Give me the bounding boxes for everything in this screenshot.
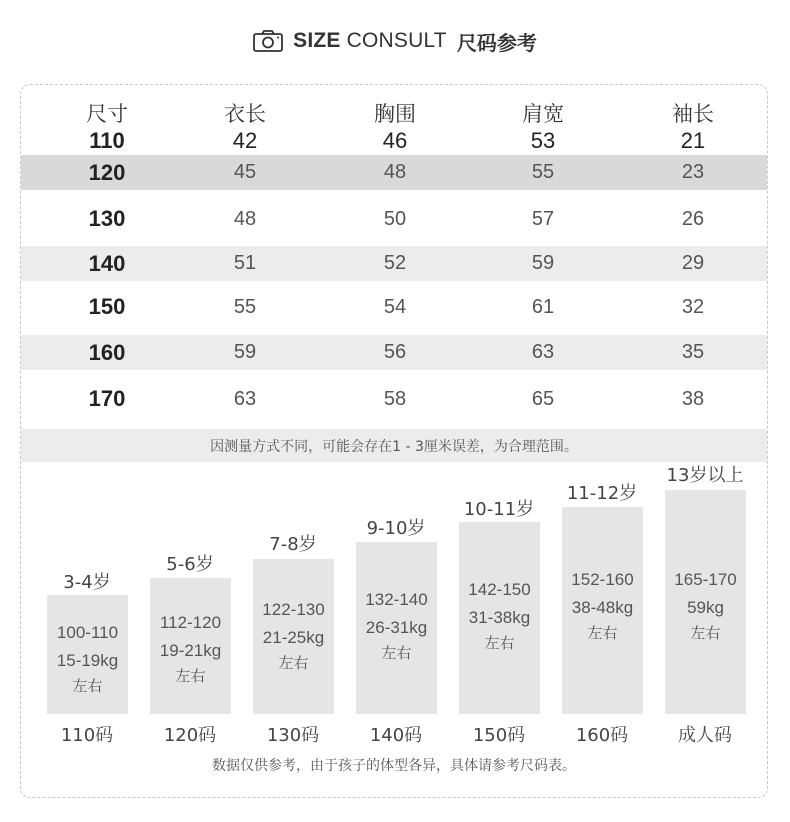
size-code: 120码 (163, 725, 217, 746)
table-row (21, 284, 767, 330)
length-cell: 63 (233, 387, 257, 410)
chest-cell: 58 (383, 387, 407, 410)
height-range: 100-110 (56, 623, 119, 642)
table-header-row (21, 97, 767, 129)
sleeve-cell: 38 (681, 387, 705, 410)
length-cell: 48 (233, 207, 257, 230)
shoulder-cell: 59 (531, 252, 555, 274)
shoulder-cell: 55 (531, 161, 555, 183)
table-row (21, 155, 767, 190)
size-cell: 110 (89, 128, 125, 153)
approx-label: 左右 (587, 625, 618, 642)
col-header-shoulder: 肩宽 (522, 102, 564, 126)
weight-range: 59kg (687, 598, 724, 617)
col-header-length: 衣长 (224, 102, 266, 126)
length-cell: 55 (233, 295, 257, 318)
age-label: 5-6岁 (166, 554, 214, 575)
sleeve-cell: 35 (681, 341, 705, 363)
title-size: SIZE (293, 29, 341, 52)
weight-range: 19-21kg (159, 641, 222, 660)
length-cell: 42 (232, 128, 258, 153)
camera-icon (253, 30, 283, 52)
sleeve-cell: 29 (681, 252, 705, 274)
size-code: 130码 (266, 725, 320, 746)
approx-label: 左右 (381, 645, 412, 662)
size-code: 150码 (472, 725, 526, 746)
height-range: 165-170 (674, 570, 737, 589)
chest-cell: 46 (382, 128, 408, 153)
weight-range: 38-48kg (571, 598, 634, 617)
length-cell: 51 (233, 252, 257, 274)
height-range: 122-130 (262, 600, 325, 619)
age-label: 9-10岁 (366, 518, 426, 539)
shoulder-cell: 57 (531, 207, 555, 230)
approx-label: 左右 (72, 678, 103, 695)
sleeve-cell: 32 (681, 295, 705, 318)
age-label: 10-11岁 (463, 499, 535, 520)
sleeve-cell: 23 (681, 161, 705, 183)
title-cn: 尺码参考 (456, 30, 537, 55)
shoulder-cell: 61 (531, 295, 555, 318)
size-cell: 130 (88, 206, 126, 231)
size-cell: 160 (88, 339, 126, 365)
age-label: 3-4岁 (63, 572, 111, 593)
table-row (21, 246, 767, 281)
size-cell: 140 (88, 250, 126, 276)
age-label: 11-12岁 (566, 483, 638, 504)
length-cell: 59 (233, 341, 257, 363)
size-code: 140码 (369, 725, 423, 746)
size-code: 110码 (60, 725, 114, 746)
height-range: 142-150 (468, 580, 531, 599)
chest-cell: 50 (383, 207, 407, 230)
weight-range: 31-38kg (468, 608, 531, 627)
approx-label: 左右 (175, 668, 206, 685)
weight-range: 21-25kg (262, 628, 325, 647)
size-code: 160码 (575, 725, 629, 746)
approx-label: 左右 (484, 635, 515, 652)
measurement-note: 因测量方式不同，可能会存在1 - 3厘米误差，为合理范围。 (21, 429, 767, 462)
approx-label: 左右 (690, 625, 721, 642)
chest-cell: 52 (383, 252, 407, 274)
height-range: 112-120 (159, 613, 222, 632)
chest-cell: 56 (383, 341, 407, 363)
size-cell: 170 (88, 386, 126, 411)
size-code: 成人码 (678, 725, 732, 746)
age-label: 7-8岁 (269, 534, 317, 555)
col-header-size: 尺寸 (86, 102, 128, 126)
sleeve-cell: 21 (680, 128, 706, 153)
height-range: 132-140 (365, 590, 428, 609)
sleeve-cell: 26 (681, 207, 705, 230)
table-row (21, 127, 767, 155)
height-range: 152-160 (571, 570, 634, 589)
age-guide (21, 462, 767, 798)
table-row (21, 376, 767, 422)
chest-cell: 48 (383, 161, 407, 183)
length-cell: 45 (233, 161, 257, 183)
approx-label: 左右 (278, 655, 309, 672)
chest-cell: 54 (383, 295, 407, 318)
table-row (21, 196, 767, 242)
shoulder-cell: 65 (531, 387, 555, 410)
col-header-sleeve: 袖长 (672, 102, 714, 126)
weight-range: 26-31kg (365, 618, 428, 637)
header (0, 26, 790, 56)
weight-range: 15-19kg (56, 651, 119, 670)
title-consult: CONSULT (346, 29, 447, 52)
size-cell: 150 (88, 294, 126, 319)
size-chart-card (20, 84, 768, 798)
age-label: 13岁以上 (666, 465, 744, 486)
size-cell: 120 (88, 159, 126, 185)
table-row (21, 335, 767, 370)
shoulder-cell: 63 (531, 341, 555, 363)
col-header-chest: 胸围 (374, 102, 416, 126)
shoulder-cell: 53 (530, 128, 556, 153)
reference-note: 数据仅供参考，由于孩子的体型各异，具体请参考尺码表。 (212, 758, 576, 774)
